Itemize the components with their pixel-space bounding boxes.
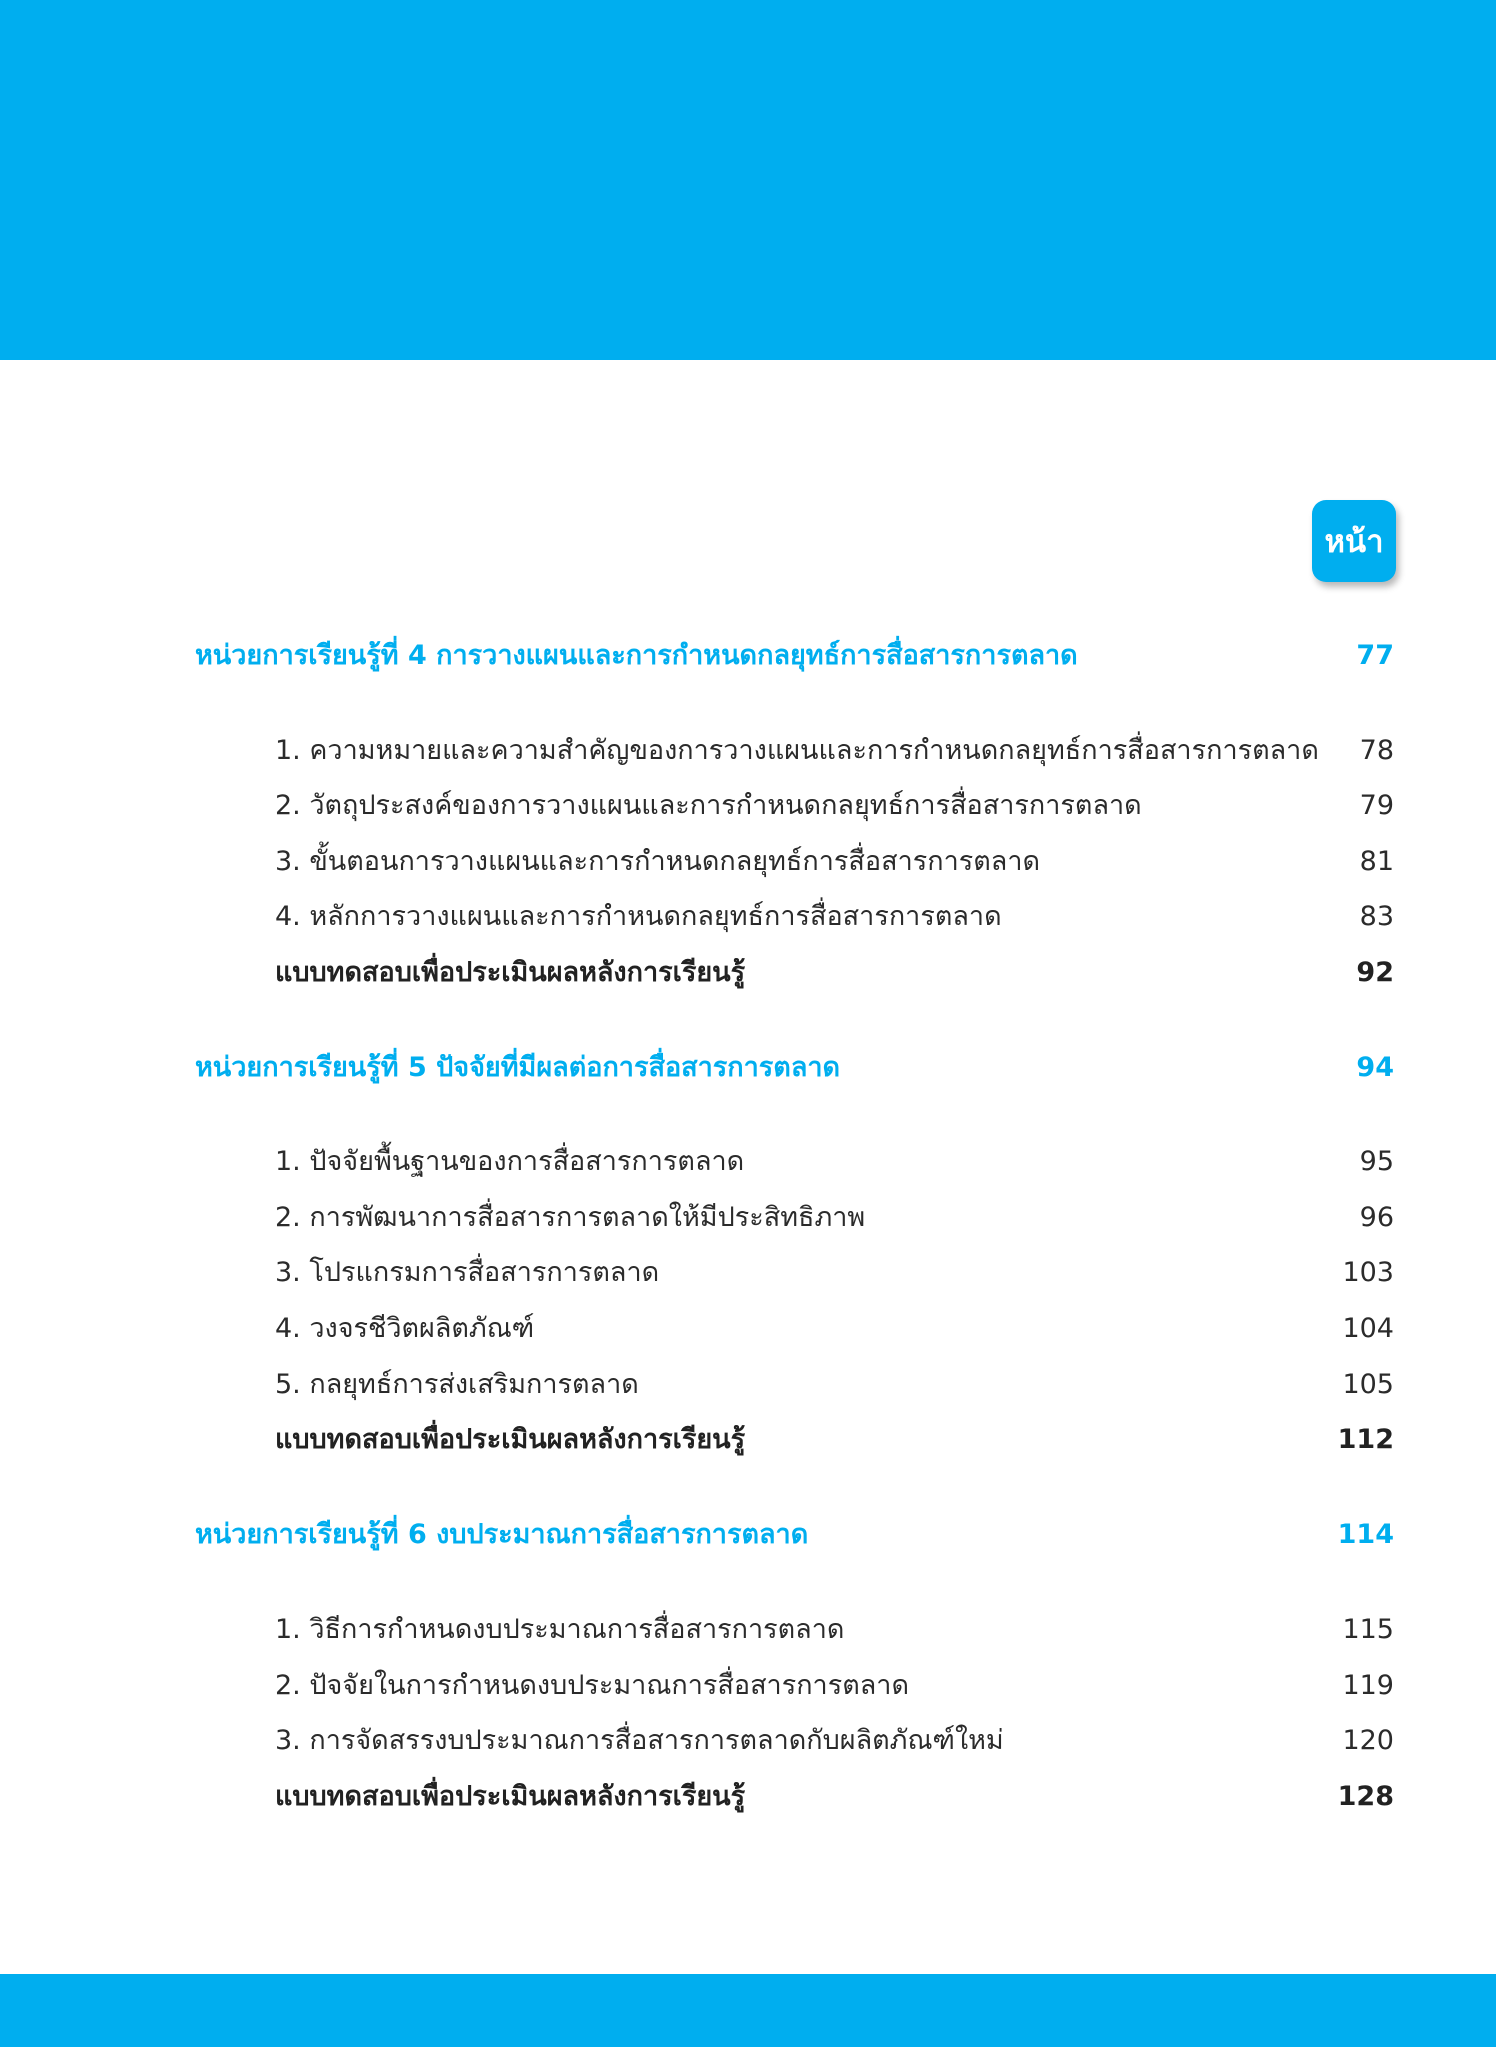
test-page-number: 92: [1356, 957, 1394, 988]
unit-page-number: 114: [1337, 1519, 1394, 1550]
item-page-number: 103: [1342, 1257, 1394, 1288]
toc-item: [0, 1248, 1496, 1298]
unit-title: หน่วยการเรียนรู้ที่ 4 การวางแผนและการกำหนดกลยุทธ์การสื่อสารการตลาด: [195, 640, 1078, 671]
unit-page-number: 94: [1356, 1052, 1394, 1083]
header-band: [0, 0, 1496, 360]
item-title: 1. วิธีการกำหนดงบประมาณการสื่อสารการตลาด: [275, 1614, 845, 1645]
test-page-number: 112: [1337, 1424, 1394, 1455]
toc-item: [0, 726, 1496, 776]
item-page-number: 83: [1359, 901, 1394, 932]
item-title: 4. หลักการวางแผนและการกำหนดกลยุทธ์การสื่อสารการตลาด: [275, 901, 1002, 932]
toc-item: [0, 1716, 1496, 1766]
toc-test: [0, 948, 1496, 998]
toc-item: [0, 1137, 1496, 1187]
test-title: แบบทดสอบเพื่อประเมินผลหลังการเรียนรู้: [275, 1781, 746, 1812]
item-title: 1. ความหมายและความสำคัญของการวางแผนและการกำหนดกลยุทธ์การสื่อสารการตลาด: [275, 735, 1319, 766]
item-title: 3. การจัดสรรงบประมาณการสื่อสารการตลาดกับผลิตภัณฑ์ใหม่: [275, 1725, 1004, 1756]
item-page-number: 78: [1359, 735, 1394, 766]
unit-page-number: 77: [1356, 640, 1394, 671]
item-page-number: 95: [1359, 1146, 1394, 1177]
footer-band: [0, 1974, 1496, 2047]
toc-item: [0, 1193, 1496, 1243]
item-page-number: 81: [1359, 846, 1394, 877]
toc-item: [0, 1304, 1496, 1354]
toc-item: [0, 1605, 1496, 1655]
test-title: แบบทดสอบเพื่อประเมินผลหลังการเรียนรู้: [275, 957, 746, 988]
item-title: 2. วัตถุประสงค์ของการวางแผนและการกำหนดกลยุทธ์การสื่อสารการตลาด: [275, 790, 1142, 821]
test-page-number: 128: [1337, 1781, 1394, 1812]
item-page-number: 120: [1342, 1725, 1394, 1756]
toc-item: [0, 837, 1496, 887]
item-page-number: 79: [1359, 790, 1394, 821]
toc-item: [0, 892, 1496, 942]
item-title: 5. กลยุทธ์การส่งเสริมการตลาด: [275, 1369, 639, 1400]
toc-item: [0, 1360, 1496, 1410]
unit-title: หน่วยการเรียนรู้ที่ 5 ปัจจัยที่มีผลต่อการสื่อสารการตลาด: [195, 1052, 841, 1083]
toc-unit-6: [0, 1510, 1496, 1560]
toc-test: [0, 1415, 1496, 1465]
item-page-number: 104: [1342, 1313, 1394, 1344]
item-title: 4. วงจรชีวิตผลิตภัณฑ์: [275, 1313, 535, 1344]
item-page-number: 105: [1342, 1369, 1394, 1400]
toc-item: [0, 781, 1496, 831]
item-page-number: 119: [1342, 1670, 1394, 1701]
test-title: แบบทดสอบเพื่อประเมินผลหลังการเรียนรู้: [275, 1424, 746, 1455]
item-title: 1. ปัจจัยพื้นฐานของการสื่อสารการตลาด: [275, 1146, 745, 1177]
item-title: 3. ขั้นตอนการวางแผนและการกำหนดกลยุทธ์การสื่อสารการตลาด: [275, 846, 1041, 877]
item-page-number: 96: [1359, 1202, 1394, 1233]
item-page-number: 115: [1342, 1614, 1394, 1645]
item-title: 2. ปัจจัยในการกำหนดงบประมาณการสื่อสารการตลาด: [275, 1670, 909, 1701]
item-title: 2. การพัฒนาการสื่อสารการตลาดให้มีประสิทธิภาพ: [275, 1202, 866, 1233]
toc-unit-5: [0, 1043, 1496, 1093]
item-title: 3. โปรแกรมการสื่อสารการตลาด: [275, 1257, 660, 1288]
page-column-badge: หน้า: [1312, 500, 1396, 582]
toc-test: [0, 1772, 1496, 1822]
toc-item: [0, 1661, 1496, 1711]
unit-title: หน่วยการเรียนรู้ที่ 6 งบประมาณการสื่อสารการตลาด: [195, 1519, 809, 1550]
toc-unit-4: [0, 631, 1496, 681]
